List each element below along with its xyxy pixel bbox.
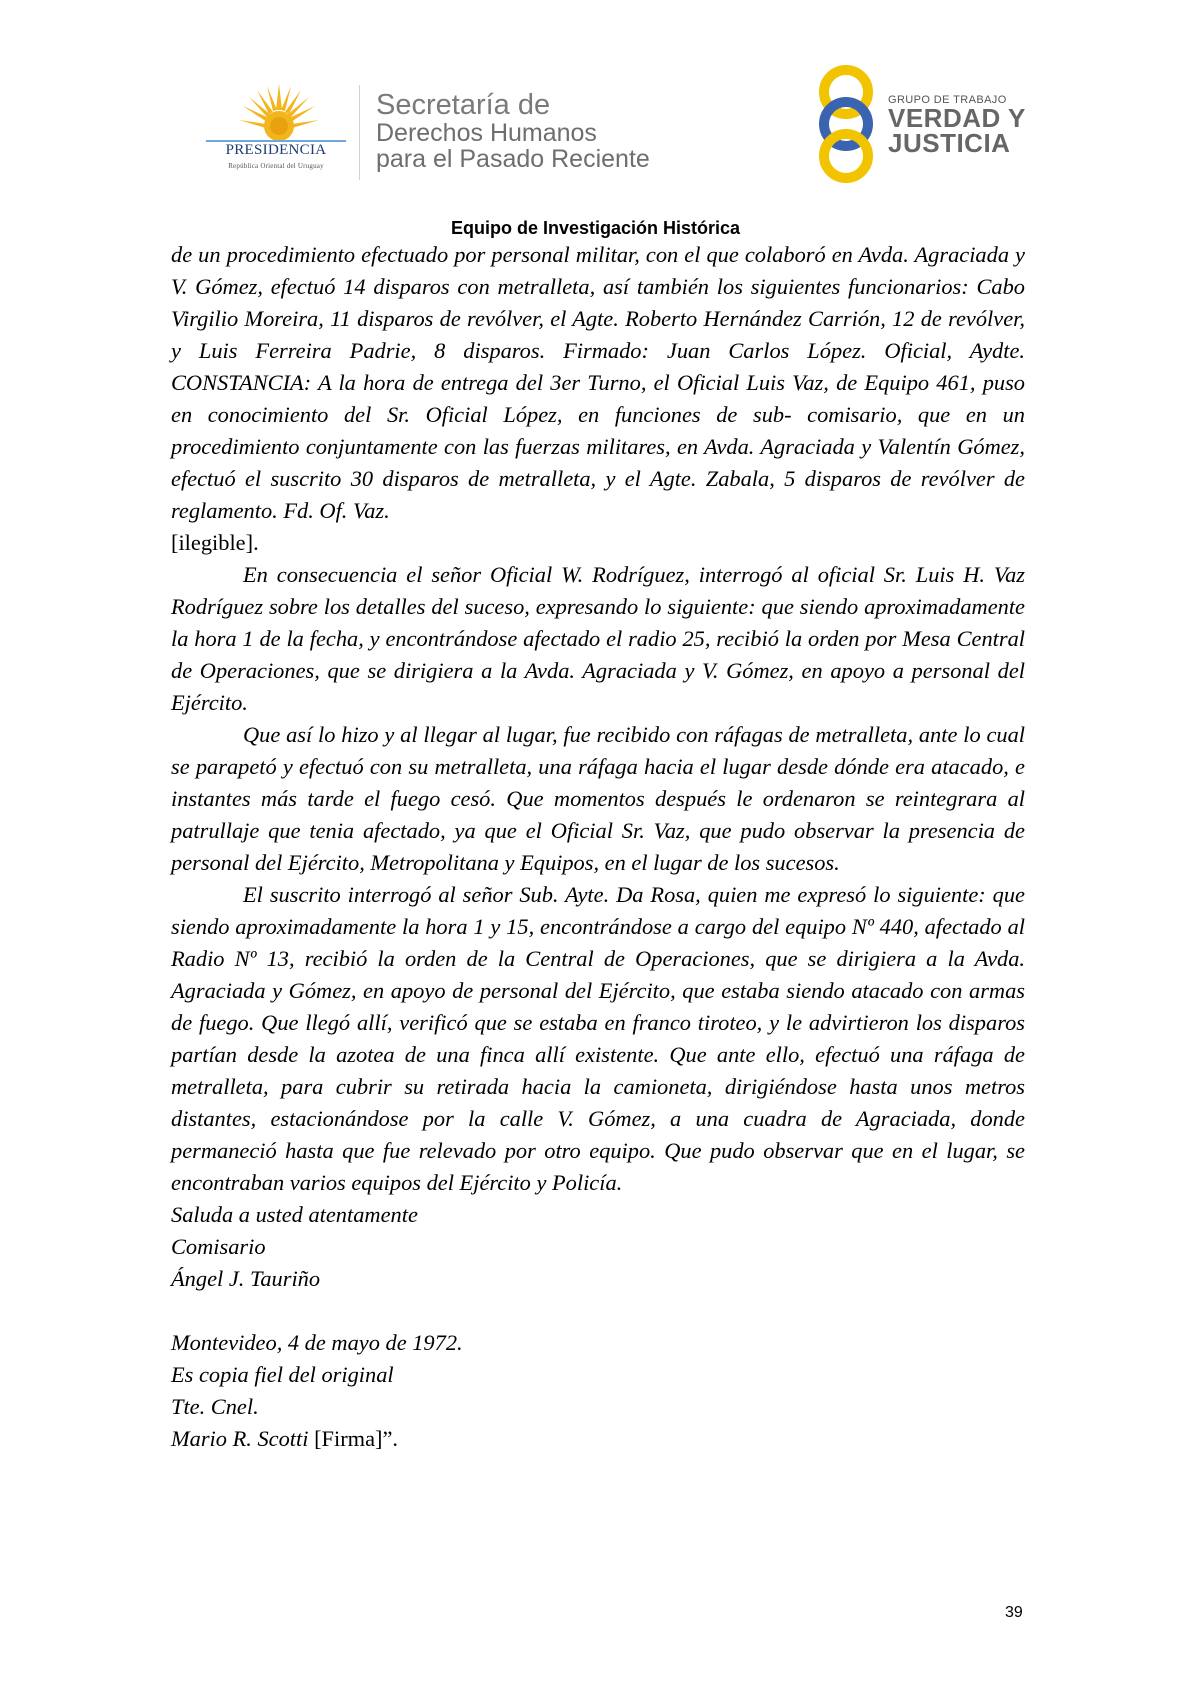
paragraph-3: Que así lo hizo y al llegar al lugar, fue recibido con ráfagas de metralleta, ante lo cual se parapetó y efectuó con su metralleta, una ráfaga hacia el lugar desde dónde era atacado, e instantes más tarde el fuego cesó. Que momentos después le ordenaron se reintegrara al patrullaje que tenia afectado, ya que el Oficial Sr. Vaz, que pudo observar la presencia de personal del Ejército, Metropolitana y Equipos, en el lugar de los sucesos.: [171, 722, 1025, 875]
grupo-trabajo-label: GRUPO DE TRABAJO: [888, 94, 1007, 106]
team-title: Equipo de Investigación Histórica: [450, 218, 741, 238]
secretaria-line3: para el Pasado Reciente: [376, 145, 650, 173]
justicia-label: JUSTICIA: [888, 128, 1011, 158]
paragraph-2: En consecuencia el señor Oficial W. Rodríguez, interrogó al oficial Sr. Luis H. Vaz Rodríguez sobre los detalles del suceso, expresando lo siguiente: que siendo aproximadamente la hora 1 de la fecha, y encontrándose afectado el radio 25, recibió la orden por Mesa Central de Operaciones, que se dirigiera a la Avda. Agraciada y V. Gómez, en apoyo a personal del Ejército.: [171, 562, 1025, 715]
closing-name: Ángel J. Tauriño: [171, 1266, 321, 1291]
secretaria-line2: Derechos Humanos: [376, 119, 597, 147]
illegible-note: [ilegible].: [171, 530, 259, 555]
page-number: 39: [1005, 1604, 1023, 1621]
verdad-label: VERDAD Y: [888, 103, 1026, 133]
signer-line: [171, 1423, 1025, 1455]
sun-icon: [239, 82, 319, 142]
presidencia-subtitle: República Oriental del Uruguay: [228, 162, 324, 170]
presidencia-logo: [196, 82, 356, 182]
signature-note: [Firma]”.: [314, 1426, 398, 1451]
header-divider: [359, 85, 360, 180]
document-body: [171, 239, 1025, 1455]
presidencia-name: PRESIDENCIA: [225, 142, 327, 158]
paragraph-1: [171, 239, 1025, 559]
grupo-trabajo-text: [888, 94, 1026, 156]
closing-title: Comisario: [171, 1234, 266, 1259]
rank-line: Tte. Cnel.: [171, 1394, 259, 1419]
paragraph-1-text: de un procedimiento efectuado por personal militar, con el que colaboró en Avda. Agraciada y V. Gómez, efectuó 14 disparos con metralleta, así también los siguientes funcionarios: Cabo Virgilio Moreira, 11 disparos de revólver, el Agte. Roberto Hernández Carrión, 12 de revólver, y Luis Ferreira Padrie, 8 disparos. Firmado: Juan Carlos López. Oficial, Aydte. CONSTANCIA: A la hora de entrega del 3er Turno, el Oficial Luis Vaz, de Equipo 461, puso en conocimiento del Sr. Oficial López, en funciones de sub- comisario, que en un procedimiento conjuntamente con las fuerzas militares, en Avda. Agraciada y Valentín Gómez, efectuó el suscrito 30 disparos de metralleta, y el Agte. Zabala, 5 disparos de revólver de reglamento. Fd. Of. Vaz.: [171, 242, 1025, 523]
paragraph-4: El suscrito interrogó al señor Sub. Ayte. Da Rosa, quien me expresó lo siguiente: que siendo aproximadamente la hora 1 y 15, encontrándose a cargo del equipo Nº 440, afectado al Radio Nº 13, recibió la orden de la Central de Operaciones, que se dirigiera a la Avda. Agraciada y Gómez, en apoyo de personal del Ejército, que estaba siendo atacado con armas de fuego. Que llegó allí, verificó que se estaba en franco tiroteo, y le advirtieron los disparos partían desde la azotea de una finca allí existente. Que ante ello, efectuó una ráfaga de metralleta, para cubrir su retirada hacia la camioneta, dirigiéndose hasta unos metros distantes, estacionándose por la calle V. Gómez, a una cuadra de Agraciada, donde permaneció hasta que fue relevado por otro equipo. Que pudo observar que en el lugar, se encontraban varios equipos del Ejército y Policía.: [171, 882, 1025, 1195]
closing-salutation: Saluda a usted atentamente: [171, 1202, 418, 1227]
date-line: Montevideo, 4 de mayo de 1972.: [171, 1330, 463, 1355]
signer-name: Mario R. Scotti: [171, 1426, 309, 1451]
secretaria-line1: Secretaría de: [376, 89, 551, 121]
spacer: [171, 1295, 1025, 1327]
secretaria-logo: [376, 90, 650, 172]
copy-line: Es copia fiel del original: [171, 1362, 394, 1387]
